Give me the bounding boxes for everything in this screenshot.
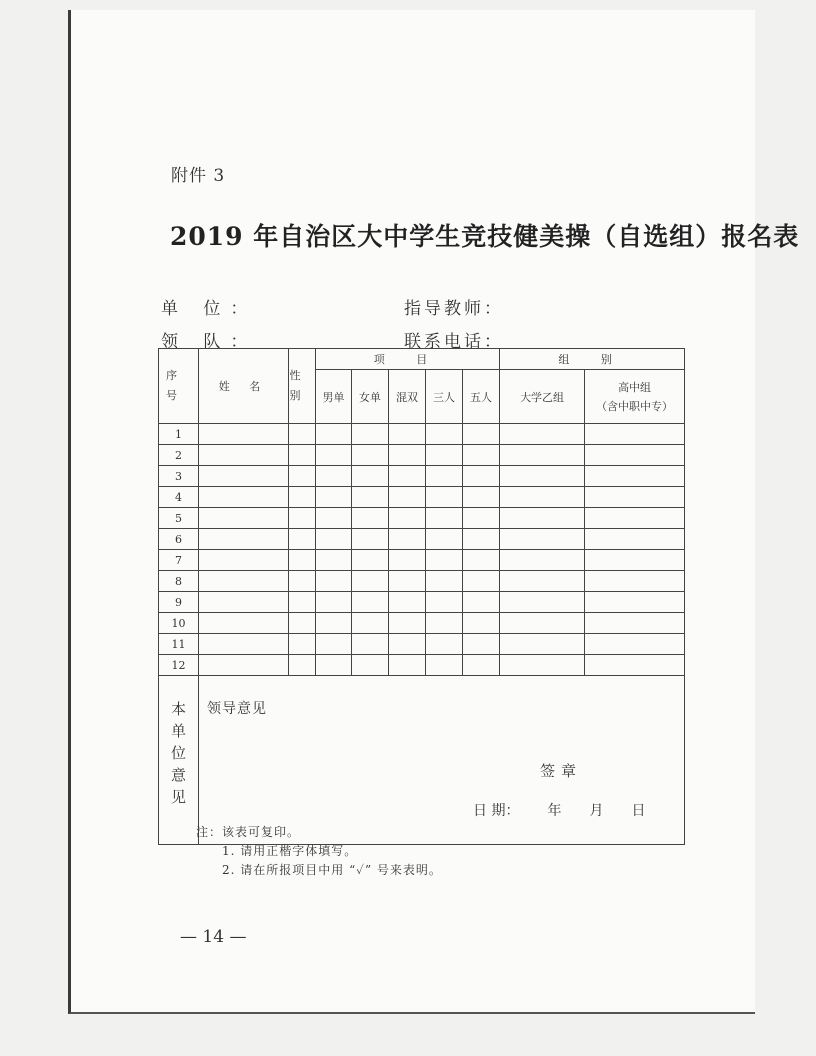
form-cell[interactable] (463, 508, 500, 529)
form-cell[interactable] (389, 466, 426, 487)
form-cell[interactable] (316, 445, 352, 466)
form-cell[interactable] (352, 655, 389, 676)
form-cell[interactable] (316, 424, 352, 445)
form-cell[interactable] (352, 592, 389, 613)
table-row (159, 655, 685, 676)
table-row (159, 466, 685, 487)
form-cell[interactable] (289, 571, 316, 592)
form-cell[interactable] (289, 529, 316, 550)
row-number: 12 (159, 655, 199, 676)
leader-field-label: 领 队： (161, 332, 258, 352)
row-number: 2 (159, 445, 199, 466)
event-header-group-five: 五人 (463, 370, 500, 424)
form-cell[interactable] (316, 550, 352, 571)
form-cell[interactable] (585, 529, 685, 550)
form-cell[interactable] (316, 571, 352, 592)
form-cell[interactable] (463, 466, 500, 487)
form-cell[interactable] (585, 424, 685, 445)
row-number: 7 (159, 550, 199, 571)
form-cell[interactable] (199, 529, 289, 550)
form-cell[interactable] (199, 655, 289, 676)
form-cell[interactable] (426, 592, 463, 613)
form-cell[interactable] (426, 487, 463, 508)
form-cell[interactable] (389, 445, 426, 466)
form-cell[interactable] (289, 613, 316, 634)
table-row (159, 487, 685, 508)
category-header-university: 大学乙组 (500, 370, 585, 424)
form-cell[interactable] (199, 634, 289, 655)
month-label: 月 (589, 803, 604, 819)
form-cell[interactable] (316, 634, 352, 655)
form-cell[interactable] (199, 592, 289, 613)
form-cell[interactable] (352, 634, 389, 655)
form-cell[interactable] (500, 592, 585, 613)
form-cell[interactable] (500, 508, 585, 529)
form-cell[interactable] (352, 550, 389, 571)
form-cell[interactable] (199, 571, 289, 592)
table-row (159, 529, 685, 550)
table-row (159, 613, 685, 634)
form-cell[interactable] (500, 445, 585, 466)
row-number: 11 (159, 634, 199, 655)
form-cell[interactable] (500, 487, 585, 508)
form-cell[interactable] (389, 550, 426, 571)
form-cell[interactable] (426, 508, 463, 529)
table-row (159, 634, 685, 655)
form-cell[interactable] (500, 466, 585, 487)
event-header-mixed-pair: 混双 (389, 370, 426, 424)
form-cell[interactable] (289, 634, 316, 655)
form-cell[interactable] (463, 634, 500, 655)
coach-field-label: 指导教师： (404, 299, 504, 319)
form-cell[interactable] (426, 634, 463, 655)
form-cell[interactable] (316, 613, 352, 634)
notes-head: 注：该表可复印。 (196, 825, 301, 839)
form-cell[interactable] (199, 550, 289, 571)
row-number: 6 (159, 529, 199, 550)
form-cell[interactable] (426, 529, 463, 550)
event-header-men-single: 男单 (316, 370, 352, 424)
form-cell[interactable] (352, 508, 389, 529)
form-cell[interactable] (389, 508, 426, 529)
table-row (159, 571, 685, 592)
event-header-women-single: 女单 (352, 370, 389, 424)
form-cell[interactable] (316, 466, 352, 487)
form-cell[interactable] (389, 529, 426, 550)
form-cell[interactable] (426, 613, 463, 634)
registration-table (158, 348, 685, 845)
day-label: 日 (631, 803, 646, 819)
gender-header: 性 别 (289, 349, 316, 424)
form-cell[interactable] (463, 592, 500, 613)
seq-header: 序 号 (159, 349, 199, 424)
form-cell[interactable] (352, 445, 389, 466)
form-cell[interactable] (316, 508, 352, 529)
opinion-cell (199, 676, 685, 845)
form-cell[interactable] (352, 571, 389, 592)
form-cell[interactable] (463, 655, 500, 676)
form-cell[interactable] (463, 424, 500, 445)
form-cell[interactable] (500, 613, 585, 634)
table-row (159, 508, 685, 529)
form-cell[interactable] (316, 529, 352, 550)
row-number: 10 (159, 613, 199, 634)
form-cell[interactable] (199, 466, 289, 487)
form-cell[interactable] (463, 487, 500, 508)
form-cell[interactable] (500, 529, 585, 550)
note-item: 2. 请在所报项目中用 “✓” 号来表明。 (222, 863, 442, 877)
form-cell[interactable] (199, 424, 289, 445)
form-cell[interactable] (352, 613, 389, 634)
form-cell[interactable] (389, 487, 426, 508)
phone-field-label: 联系电话： (404, 332, 504, 352)
form-cell[interactable] (426, 550, 463, 571)
form-cell[interactable] (463, 445, 500, 466)
form-cell[interactable] (352, 529, 389, 550)
form-cell[interactable] (389, 592, 426, 613)
form-cell[interactable] (426, 445, 463, 466)
form-cell[interactable] (463, 529, 500, 550)
form-cell[interactable] (585, 508, 685, 529)
form-cell[interactable] (463, 571, 500, 592)
form-cell[interactable] (463, 550, 500, 571)
year-label: 年 (547, 803, 562, 819)
form-cell[interactable] (199, 487, 289, 508)
form-cell[interactable] (389, 424, 426, 445)
page-title: 2019 年自治区大中学生竞技健美操（自选组）报名表 (170, 222, 800, 251)
table-row (159, 424, 685, 445)
category-group-header: 组 别 (500, 349, 685, 370)
form-cell[interactable] (585, 445, 685, 466)
note-item: 1. 请用正楷字体填写。 (222, 844, 358, 858)
opinion-label: 本 单 位 意 见 (159, 676, 199, 845)
form-cell[interactable] (316, 487, 352, 508)
form-cell[interactable] (289, 655, 316, 676)
form-cell[interactable] (199, 508, 289, 529)
form-cell[interactable] (500, 424, 585, 445)
form-cell[interactable] (289, 424, 316, 445)
notes (196, 823, 442, 880)
unit-field-label: 单 位： (161, 299, 258, 319)
form-cell[interactable] (389, 571, 426, 592)
form-cell[interactable] (199, 445, 289, 466)
form-cell[interactable] (389, 634, 426, 655)
opinion-heading: 领导意见 (207, 701, 267, 717)
date-line (473, 800, 645, 820)
form-cell[interactable] (426, 655, 463, 676)
form-cell[interactable] (585, 613, 685, 634)
table-row (159, 592, 685, 613)
row-number: 4 (159, 487, 199, 508)
form-cell[interactable] (289, 508, 316, 529)
row-number: 5 (159, 508, 199, 529)
form-cell[interactable] (389, 613, 426, 634)
date-label: 日 期： (473, 803, 520, 819)
row-number: 1 (159, 424, 199, 445)
attachment-label: 附件 3 (171, 166, 226, 186)
form-cell[interactable] (289, 466, 316, 487)
event-header-trio: 三人 (426, 370, 463, 424)
form-cell[interactable] (426, 466, 463, 487)
form-cell[interactable] (500, 634, 585, 655)
form-cell[interactable] (585, 550, 685, 571)
row-number: 8 (159, 571, 199, 592)
form-cell[interactable] (352, 466, 389, 487)
events-group-header: 项 目 (316, 349, 500, 370)
form-cell[interactable] (585, 634, 685, 655)
form-cell[interactable] (289, 487, 316, 508)
row-number: 3 (159, 466, 199, 487)
form-cell[interactable] (352, 424, 389, 445)
form-cell[interactable] (289, 445, 316, 466)
form-cell[interactable] (426, 571, 463, 592)
category-header-highschool: 高中组 （含中职中专） (585, 370, 685, 424)
form-cell[interactable] (389, 655, 426, 676)
table-row (159, 445, 685, 466)
form-cell[interactable] (585, 655, 685, 676)
form-cell[interactable] (463, 613, 500, 634)
form-cell[interactable] (199, 613, 289, 634)
form-cell[interactable] (426, 424, 463, 445)
signature-label: 签章 (540, 762, 583, 780)
row-number: 9 (159, 592, 199, 613)
form-cell[interactable] (316, 655, 352, 676)
form-cell[interactable] (585, 487, 685, 508)
form-cell[interactable] (289, 592, 316, 613)
form-cell[interactable] (289, 550, 316, 571)
form-cell[interactable] (500, 550, 585, 571)
form-cell[interactable] (585, 571, 685, 592)
page-number: — 14 — (180, 927, 247, 947)
form-cell[interactable] (352, 487, 389, 508)
table-row (159, 550, 685, 571)
name-header: 姓 名 (199, 349, 289, 424)
form-cell[interactable] (500, 655, 585, 676)
form-cell[interactable] (500, 571, 585, 592)
form-cell[interactable] (316, 592, 352, 613)
form-cell[interactable] (585, 466, 685, 487)
form-cell[interactable] (585, 592, 685, 613)
